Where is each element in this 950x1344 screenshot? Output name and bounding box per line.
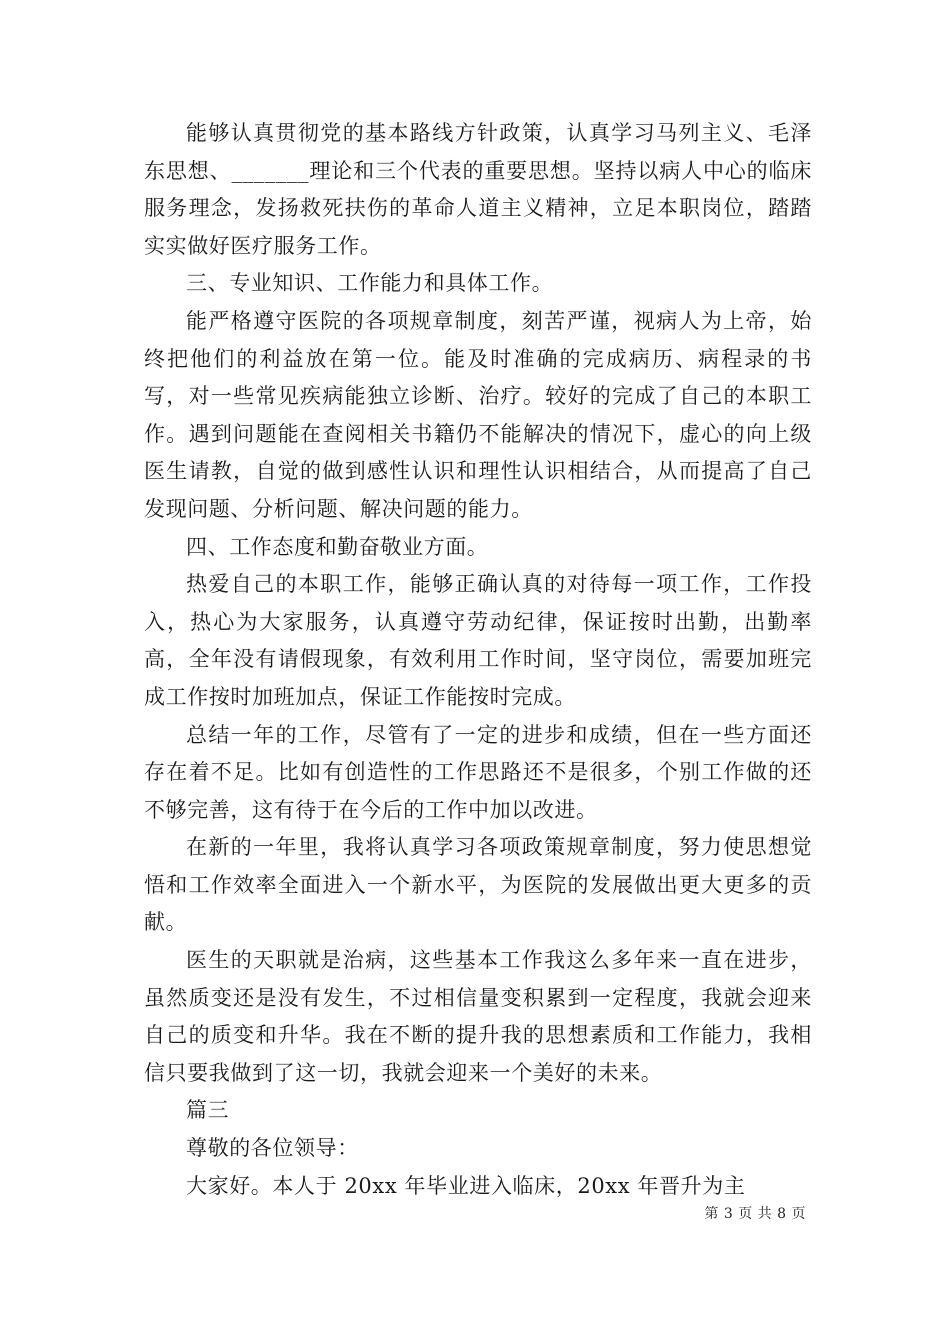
salutation: 尊敬的各位领导： [186,1136,359,1161]
paragraph-political-study: 能够认真贯彻党的基本路线方针政策，认真学习马列主义、毛泽东思想、_______理论和三个代表的重要思想。坚持以病人中心的临床服务理念，发扬救死扶伤的革命人道主义精神，立足本职岗位，踏踏实实做好医疗服务工作。 [144,121,812,258]
section-heading-professional-work: 三、专业知识、工作能力和具体工作。 [186,271,554,296]
page-number: 第 3 页 共 8 页 [704,1206,806,1222]
paragraph-professional-work: 能严格遵守医院的各项规章制度，刻苦严谨，视病人为上帝，始终把他们的利益放在第一位。能及时准确的完成病历、病程录的书写，对一些常见疾病能独立诊断、治疗。较好的完成了自己的本职工作。遇到问题能在查阅相关书籍仍不能解决的情况下，虚心的向上级医生请教，自觉的做到感性认识和理性认识相结合，从而提高了自己发现问题、分析问题、解决问题的能力。 [144,308,812,521]
paragraph-work-attitude: 热爱自己的本职工作，能够正确认真的对待每一项工作，工作投入，热心为大家服务，认真遵守劳动纪律，保证按时出勤，出勤率高，全年没有请假现象，有效利用工作时间，坚守岗位，需要加班完成工作按时加班加点，保证工作能按时完成。 [144,572,812,709]
paragraph-summary: 总结一年的工作，尽管有了一定的进步和成绩，但在一些方面还存在着不足。比如有创造性的工作思路还不是很多，个别工作做的还不够完善，这有待于在今后的工作中加以改进。 [144,722,812,822]
section-title-part-three: 篇三 [186,1098,230,1123]
document-body [144,115,812,1205]
paragraph-greeting: 大家好。本人于 20xx 年毕业进入临床，20xx 年晋升为主 [186,1173,746,1198]
paragraph-doctor-duty: 医生的天职就是治病，这些基本工作我这么多年来一直在进步，虽然质变还是没有发生，不过相信量变积累到一定程度，我就会迎来自己的质变和升华。我在不断的提升我的思想素质和工作能力，我相信只要我做到了这一切，我就会迎来一个美好的未来。 [144,948,812,1085]
paragraph-new-year: 在新的一年里，我将认真学习各项政策规章制度，努力使思想觉悟和工作效率全面进入一个新水平，为医院的发展做出更大更多的贡献。 [144,835,812,935]
section-heading-work-attitude: 四、工作态度和勤奋敬业方面。 [186,534,489,559]
